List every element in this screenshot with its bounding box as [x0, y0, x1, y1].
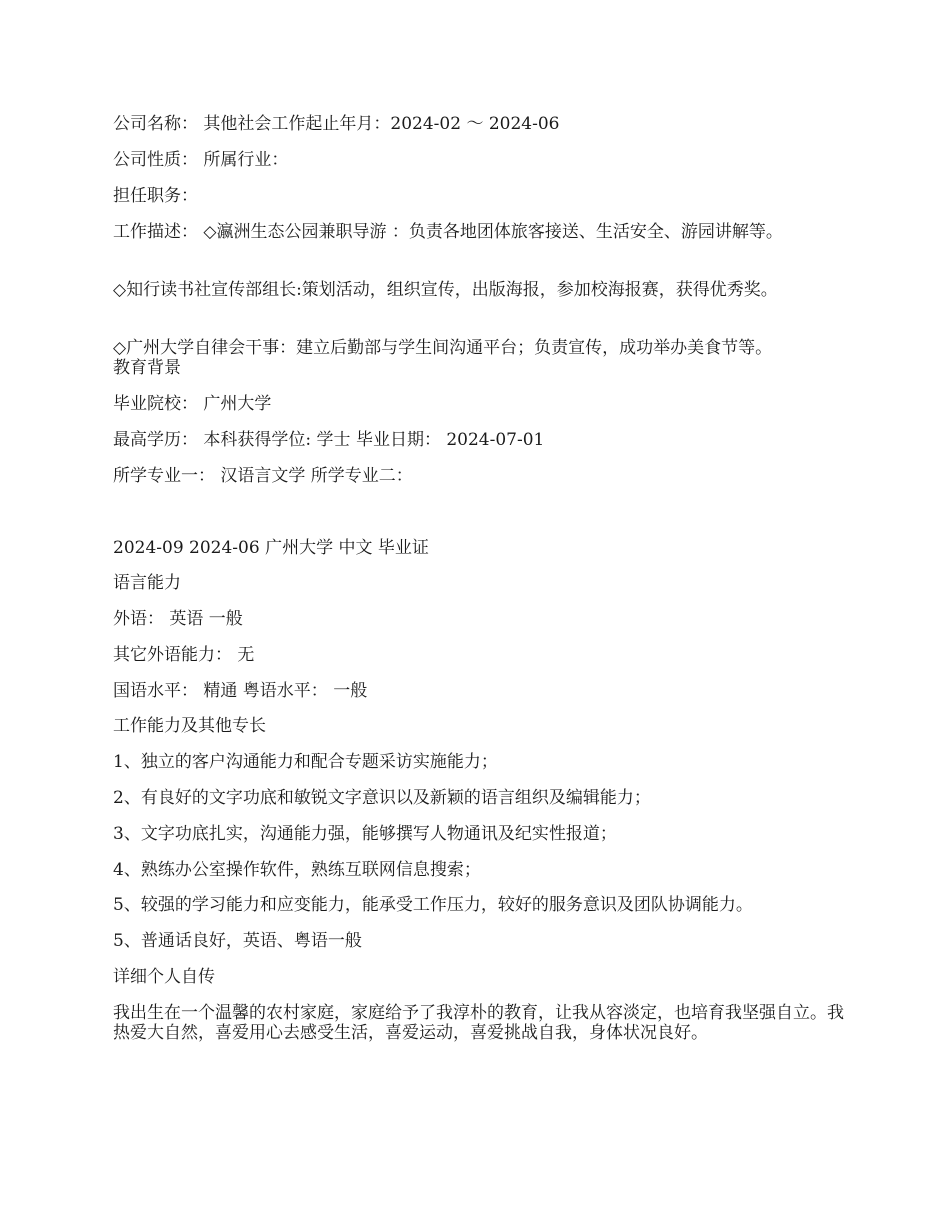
- education-heading: 教育背景: [113, 358, 181, 378]
- skill-item: 5、较强的学习能力和应变能力，能承受工作压力，较好的服务意识及团队协调能力。: [113, 895, 753, 915]
- skills-heading: 工作能力及其他专长: [113, 716, 266, 736]
- language-mandarin: 国语水平： 精通 粤语水平： 一般: [113, 681, 368, 701]
- company-name-line: 公司名称： 其他社会工作起止年月：2024-02 ～ 2024-06: [113, 114, 560, 134]
- education-school: 毕业院校： 广州大学: [113, 394, 272, 414]
- language-heading: 语言能力: [113, 573, 181, 593]
- language-foreign: 外语： 英语 一般: [113, 609, 243, 629]
- education-degree: 最高学历： 本科获得学位: 学士 毕业日期： 2024-07-01: [113, 430, 545, 450]
- education-major: 所学专业一： 汉语言文学 所学专业二：: [113, 466, 413, 486]
- language-other-foreign: 其它外语能力： 无: [113, 645, 255, 665]
- skill-item: 3、文字功底扎实，沟通能力强，能够撰写人物通讯及纪实性报道；: [113, 824, 617, 844]
- position-line: 担任职务：: [113, 186, 198, 206]
- education-record: 2024-09 2024-06 广州大学 中文 毕业证: [113, 538, 429, 558]
- bio-heading: 详细个人自传: [113, 967, 215, 987]
- work-item-reading-club: ◇知行读书社宣传部组长:策划活动，组织宣传，出版海报，参加校海报赛，获得优秀奖。: [113, 280, 778, 300]
- skill-item: 1、独立的客户沟通能力和配合专题采访实施能力；: [113, 752, 498, 772]
- work-item-discipline: ◇广州大学自律会干事：建立后勤部与学生间沟通平台；负责宣传，成功举办美食节等。: [113, 338, 773, 358]
- company-type-line: 公司性质： 所属行业：: [113, 150, 289, 170]
- work-description: 工作描述： ◇瀛洲生态公园兼职导游 ：负责各地团体旅客接送、生活安全、游园讲解等。: [113, 222, 783, 242]
- skill-item: 5、普通话良好，英语、粤语一般: [113, 931, 362, 951]
- bio-text: 我出生在一个温馨的农村家庭，家庭给予了我淳朴的教育，让我从容淡定，也培育我坚强自立。我热爱大自然，喜爱用心去感受生活，喜爱运动，喜爱挑战自我，身体状况良好。: [113, 1003, 844, 1043]
- skill-item: 4、熟练办公室操作软件，熟练互联网信息搜索；: [113, 860, 481, 880]
- skill-item: 2、有良好的文字功底和敏锐文字意识以及新颖的语言组织及编辑能力；: [113, 788, 651, 808]
